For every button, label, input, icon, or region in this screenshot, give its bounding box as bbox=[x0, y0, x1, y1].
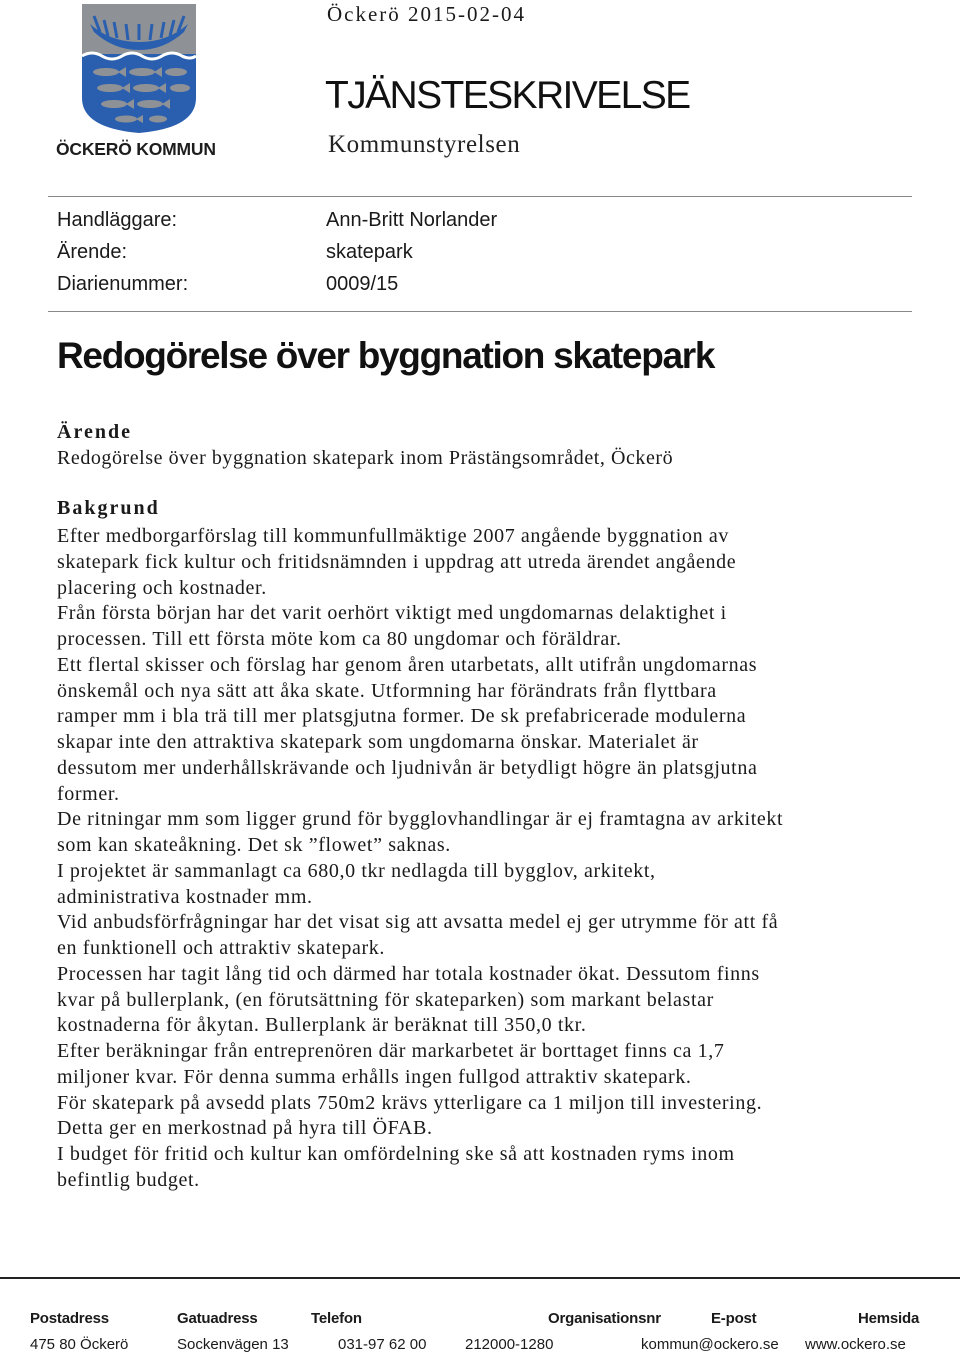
body-line: Från första början har det varit oerhört viktigt med ungdomarnas delaktighet i bbox=[57, 602, 727, 625]
footer-organisationsnr: 212000-1280 bbox=[465, 1336, 554, 1353]
divider-bottom bbox=[48, 311, 912, 312]
body-line: former. bbox=[57, 782, 120, 805]
document-type: TJÄNSTESKRIVELSE bbox=[325, 74, 690, 117]
body-line: kvar på bullerplank, (en förutsättning för skateparken) som markant belastar bbox=[57, 988, 714, 1011]
footer-telefon: 031-97 62 00 bbox=[338, 1336, 427, 1353]
footer-divider bbox=[0, 1277, 960, 1279]
meta-value: 0009/15 bbox=[326, 273, 399, 295]
body-line: I budget för fritid och kultur kan omfördelning ske så att kostnaden ryms inom bbox=[57, 1143, 735, 1165]
footer-website-link[interactable]: www.ockero.se bbox=[805, 1336, 906, 1353]
logo-text: ÖCKERÖ KOMMUN bbox=[56, 139, 216, 159]
body-line: placering och kostnader. bbox=[57, 576, 267, 599]
department: Kommunstyrelsen bbox=[328, 131, 521, 158]
footer-header-hemsida: Hemsida bbox=[858, 1310, 920, 1327]
body-line: Ett flertal skisser och förslag har genom åren utarbetats, allt utifrån ungdomarnas bbox=[57, 653, 758, 676]
body-line: Processen har tagit lång tid och därmed har totala kostnader ökat. Dessutom finns bbox=[57, 962, 760, 985]
body-line: processen. Till ett första möte kom ca 80 ungdomar och föräldrar. bbox=[57, 628, 622, 650]
footer-gatuadress: Sockenvägen 13 bbox=[177, 1336, 289, 1353]
footer-header-telefon: Telefon bbox=[311, 1310, 362, 1327]
body-line: som kan skateåkning. Det sk ”flowet” saknas. bbox=[57, 834, 451, 856]
body-line: Efter beräkningar från entreprenören där markarbetet är borttaget finns ca 1,7 bbox=[57, 1040, 725, 1062]
meta-value: Ann-Britt Norlander bbox=[326, 209, 498, 231]
arende-text: Redogörelse över byggnation skatepark inom Prästängsområdet, Öckerö bbox=[57, 447, 674, 469]
section-heading-arende: Ärende bbox=[57, 421, 132, 443]
body-line: I projektet är sammanlagt ca 680,0 tkr nedlagda till bygglov, arkitekt, bbox=[57, 859, 656, 882]
body-line: dessutom mer underhållskrävande och ljudnivån är betydligt högre än platsgjutna bbox=[57, 756, 758, 779]
body-line: skapar inte den attraktiva skatepark som ungdomarna önskar. Materialet är bbox=[57, 731, 699, 753]
municipality-logo bbox=[56, 2, 226, 162]
body-line: administrativa kostnader mm. bbox=[57, 885, 313, 908]
body-line: miljoner kvar. För denna summa erhålls ingen fullgod attraktiv skatepark. bbox=[57, 1065, 692, 1088]
footer-header-gatuadress: Gatuadress bbox=[177, 1310, 258, 1327]
body-line: befintlig budget. bbox=[57, 1168, 200, 1191]
meta-label: Ärende: bbox=[57, 241, 128, 263]
footer-header-epost: E-post bbox=[711, 1310, 757, 1327]
body-line: Efter medborgarförslag till kommunfullmäktige 2007 angående byggnation av bbox=[57, 525, 729, 547]
footer-header-organisationsnr: Organisationsnr bbox=[548, 1310, 661, 1327]
body-line: Detta ger en merkostnad på hyra till ÖFAB. bbox=[57, 1117, 433, 1140]
meta-label: Handläggare: bbox=[57, 209, 178, 231]
footer-postadress: 475 80 Öckerö bbox=[30, 1336, 129, 1353]
coat-of-arms-icon bbox=[80, 2, 198, 134]
page-title: Redogörelse över byggnation skatepark bbox=[57, 335, 715, 376]
section-heading-bakgrund: Bakgrund bbox=[57, 497, 160, 519]
body-line: en funktionell och attraktiv skatepark. bbox=[57, 937, 385, 959]
body-line: önskemål och nya sätt att åka skate. Utformning har förändrats från flyttbara bbox=[57, 679, 717, 702]
document-date: Öckerö 2015-02-04 bbox=[327, 2, 527, 26]
body-line: kostnaderna för åkytan. Bullerplank är beräknat till 350,0 tkr. bbox=[57, 1014, 587, 1037]
body-line: Vid anbudsförfrågningar har det visat sig att avsatta medel ej ger utrymme för att få bbox=[57, 911, 779, 934]
body-line: För skatepark på avsedd plats 750m2 krävs ytterligare ca 1 miljon till investering. bbox=[57, 1091, 763, 1114]
body-line: De ritningar mm som ligger grund för bygglovhandlingar är ej framtagna av arkitekt bbox=[57, 808, 784, 831]
meta-label: Diarienummer: bbox=[57, 273, 189, 295]
meta-value: skatepark bbox=[326, 241, 413, 263]
body-line: ramper mm i bla trä till mer platsgjutna former. De sk prefabricerade modulerna bbox=[57, 705, 747, 728]
footer-epost-link[interactable]: kommun@ockero.se bbox=[641, 1336, 779, 1353]
body-line: skatepark fick kultur och fritidsnämnden i uppdrag att utreda ärendet angående bbox=[57, 550, 737, 573]
divider-top bbox=[48, 196, 912, 197]
bakgrund-body bbox=[57, 524, 937, 1194]
footer-header-postadress: Postadress bbox=[30, 1310, 109, 1327]
